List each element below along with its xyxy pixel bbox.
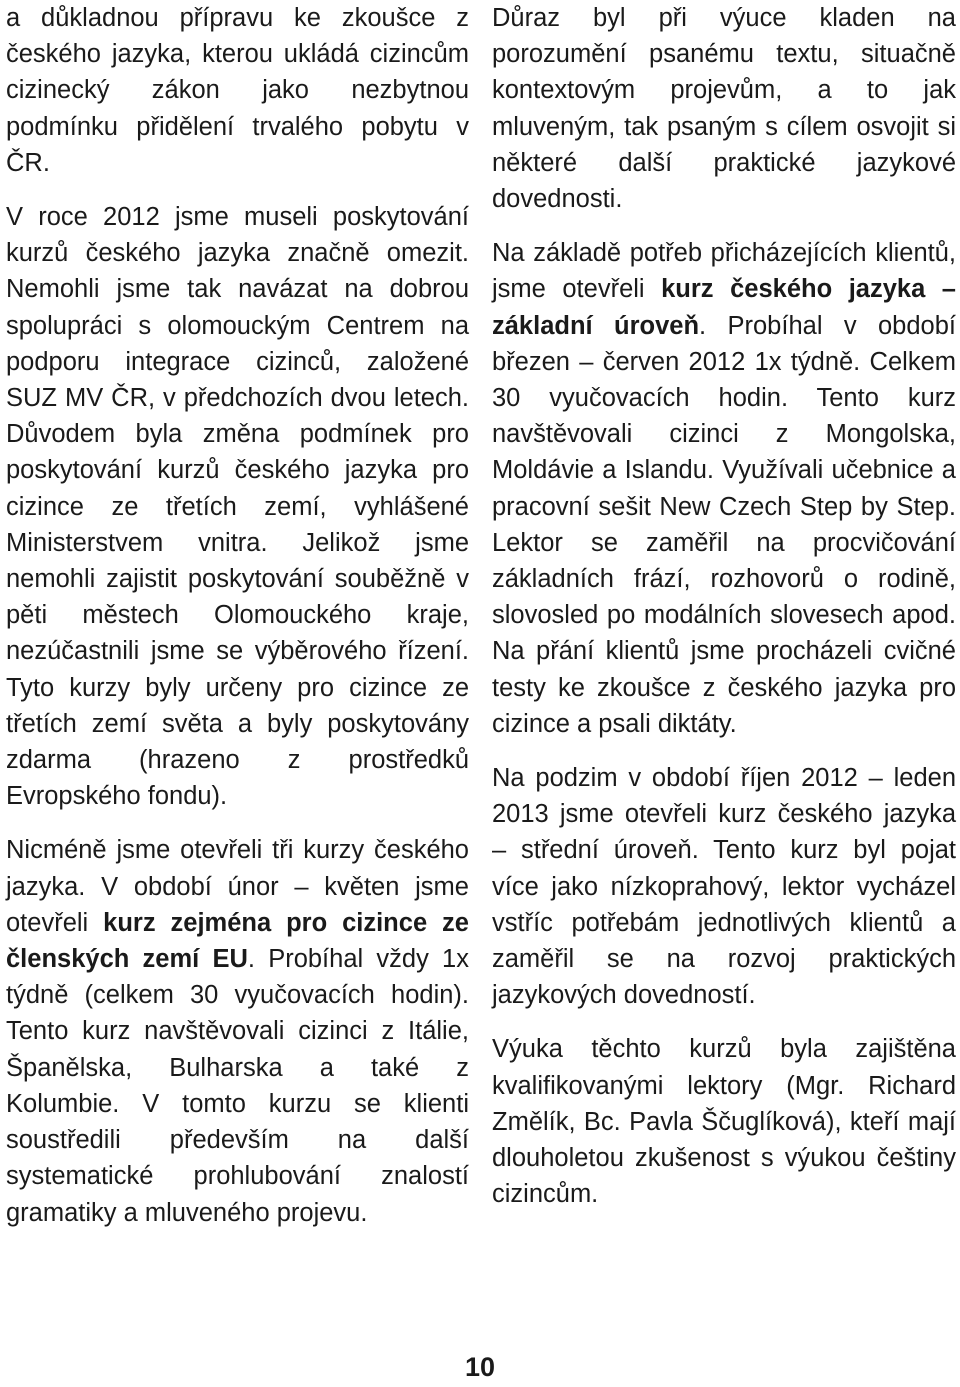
left-paragraph-2: V roce 2012 jsme museli poskytování kurzů českého jazyka značně omezit. Nemohli jsme tak navázat na dobrou spolupráci s olomouckým Centrem na podporu integrace cizinců, založené SUZ MV ČR, v předchozích dvou letech. Důvodem byla změna podmínek pro poskytování kurzů českého jazyka pro cizince ze třetích zemí, vyhlášené Ministerstvem vnitra. Jelikož jsme nemohli zajistit poskytování souběžně v pěti městech Olomouckého kraje, nezúčastnili jsme se výběrového řízení. Tyto kurzy byly určeny pro cizince ze třetích zemí světa a byly poskytovány zdarma (hrazeno z prostředků Evropského fondu). bbox=[6, 203, 469, 811]
right-paragraph-3: Na podzim v období říjen 2012 – leden 2013 jsme otevřeli kurz českého jazyka – střední úroveň. Tento kurz byl pojat více jako nízkoprahový, lektor vycházel vstříc potřebám jednotlivých klientů a zaměřil se na rozvoj praktických jazykových dovedností. bbox=[492, 764, 956, 1010]
right-paragraph-2-text-a: Na základě potřeb přicházejících klientů, jsme otevřeli bbox=[492, 239, 956, 304]
right-paragraph-2 bbox=[492, 235, 956, 742]
course-basic-title: kurz českého jazyka – základní úroveň bbox=[492, 275, 956, 340]
left-paragraph-1: a důkladnou přípravu ke zkoušce z českého jazyka, kterou ukládá cizincům cizinecký zákon jako nezbytnou podmínku přidělení trvalého pobytu v ČR. bbox=[6, 4, 469, 177]
right-paragraph-1: Důraz byl při výuce kladen na porozumění psanému textu, situačně kontextovým projevům, a to jak mluveným, tak psaným s cílem osvojit si některé další praktické jazykové dovednosti. bbox=[492, 4, 956, 214]
right-paragraph-4: Výuka těchto kurzů byla zajištěna kvalifikovanými lektory (Mgr. Richard Změlík, Bc. Pavla Ščuglíková), kteří mají dlouholetou zkušenost s výukou češtiny cizincům. bbox=[492, 1035, 956, 1209]
left-paragraph-3 bbox=[6, 832, 469, 1230]
right-paragraph-2-text-b: . Probíhal v období březen – červen 2012 1x týdně. Celkem 30 vyučovacích hodin. Tento kurz navštěvovali cizinci z Mongolska, Moldávie a Islandu. Využívali učebnice a pracovní sešit New Czech Step by Step. Lektor se zaměřil na procvičování základních frází, rozhovorů o rodině, slovosled po modálních slovesech apod. Na přání klientů jsme procházeli cvičné testy ke zkoušce z českého jazyka pro cizince a psali diktáty. bbox=[492, 311, 956, 738]
right-column bbox=[492, 0, 956, 1213]
left-paragraph-3-text-a: Nicméně jsme otevřeli tři kurzy českého jazyka. V období únor – květen jsme otevřeli bbox=[6, 836, 469, 937]
page-number: 10 bbox=[464, 1352, 496, 1382]
left-column bbox=[6, 0, 469, 1231]
left-paragraph-3-text-b: . Probíhal vždy 1x týdně (celkem 30 vyučovacích hodin). Tento kurz navštěvovali cizinci z Itálie, Španělska, Bulharska a také z Kolumbie. V tomto kurzu se klienti soustředili především na další systematické prohlubování znalostí gramatiky a mluveného projevu. bbox=[6, 945, 469, 1227]
course-eu-title: kurz zejména pro cizince ze členských zemí EU bbox=[6, 908, 469, 974]
